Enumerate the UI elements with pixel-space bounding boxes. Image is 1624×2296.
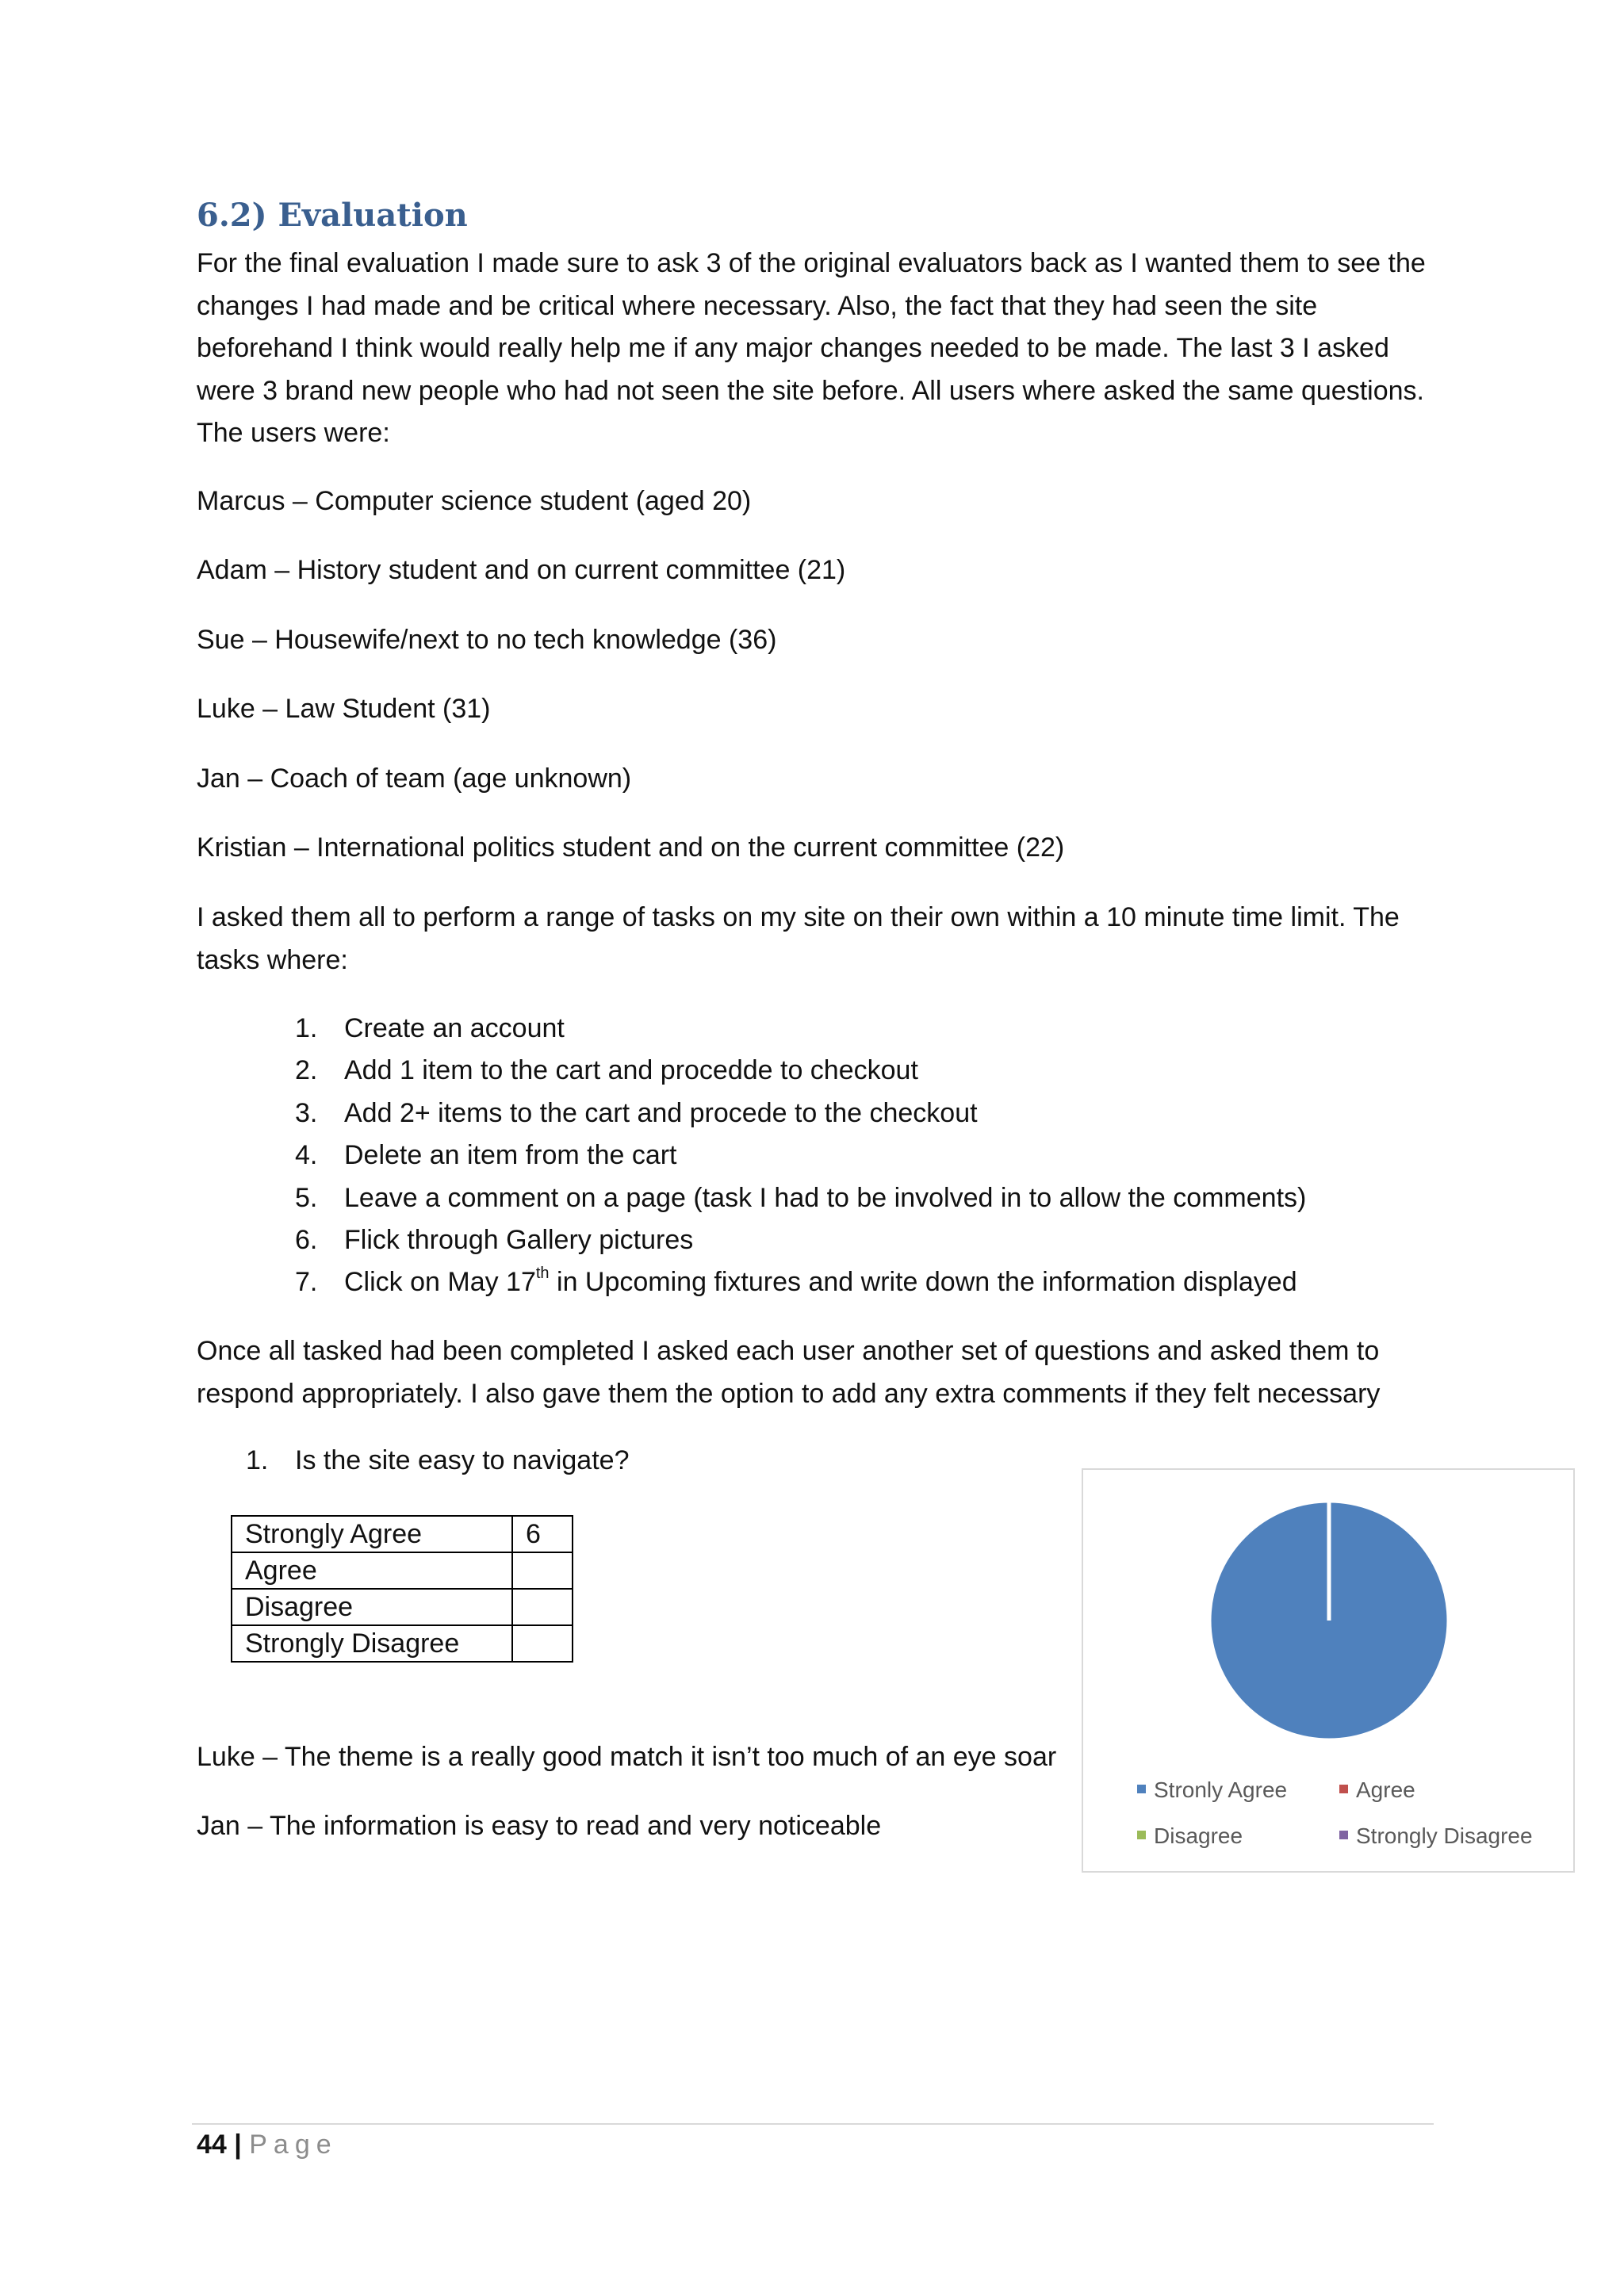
task-text-after: in Upcoming fixtures and write down the information displayed [549,1267,1297,1297]
legend-item [1339,1823,1533,1849]
task-item [295,1225,693,1256]
pie-chart-plot [1083,1470,1573,1755]
question-text: Is the site easy to navigate? [295,1445,630,1475]
legend-label: Agree [1356,1777,1415,1802]
comment-luke: Luke – The theme is a really good match it isn’t too much of an eye soar [197,1742,1057,1772]
task-text: Add 2+ items to the cart and procede to the checkout [344,1098,978,1128]
table-row [232,1589,573,1625]
task-text: Flick through Gallery pictures [344,1225,694,1255]
footer-separator: | [234,2130,242,2160]
legend-item [1137,1823,1243,1849]
questions-intro: Once all tasked had been completed I asked each user another set of questions and asked them to respond appropriately. I also gave them the option to add any extra comments if they felt necessary [197,1336,1381,1409]
task-text: Create an account [344,1013,565,1043]
question-item [246,1445,629,1476]
page-number: 44 [197,2130,227,2160]
response-count [512,1552,573,1589]
task-item [295,1140,677,1171]
footer-divider [192,2123,1434,2125]
table-row [232,1552,573,1589]
response-count: 6 [512,1516,573,1552]
user-jan: Jan – Coach of team (age unknown) [197,763,632,794]
response-label: Strongly Disagree [232,1625,512,1662]
response-table [231,1515,573,1663]
task-superscript: th [535,1264,550,1282]
user-adam: Adam – History student and on current committee (21) [197,555,846,585]
response-label: Strongly Agree [232,1516,512,1552]
response-label: Disagree [232,1589,512,1625]
task-item [295,1098,978,1129]
legend-swatch [1137,1785,1146,1793]
task-text: Add 1 item to the cart and procedde to checkout [344,1055,918,1085]
legend-swatch [1137,1831,1146,1839]
task-number: 2. [295,1055,318,1085]
task-number: 3. [295,1098,318,1128]
response-count [512,1589,573,1625]
legend-item [1339,1777,1415,1803]
page-label: Page [249,2130,338,2160]
task-number: 1. [295,1013,318,1043]
legend-swatch [1339,1831,1348,1839]
legend-label: Stronly Agree [1154,1777,1288,1802]
table-row [232,1516,573,1552]
task-text: Delete an item from the cart [344,1140,677,1170]
legend-swatch [1339,1785,1348,1793]
task-item [295,1183,1306,1214]
legend-label: Disagree [1154,1823,1243,1848]
table-row [232,1625,573,1662]
section-heading: 6.2) Evaluation [197,197,468,234]
task-item [295,1013,565,1044]
user-kristian: Kristian – International politics student and on the current committee (22) [197,832,1065,863]
legend-item [1137,1777,1287,1803]
pie-chart [1082,1468,1575,1873]
user-luke: Luke – Law Student (31) [197,694,491,724]
question-number: 1. [246,1445,269,1475]
task-text: Leave a comment on a page (task I had to be involved in to allow the comments) [344,1183,1307,1213]
response-label: Agree [232,1552,512,1589]
comment-jan: Jan – The information is easy to read and very noticeable [197,1811,882,1841]
task-number: 6. [295,1225,318,1255]
response-count [512,1625,573,1662]
page-footer [197,2130,338,2160]
task-text: Click on May 17 [344,1267,536,1297]
task-item [295,1055,918,1086]
tasks-intro: I asked them all to perform a range of tasks on my site on their own within a 10 minute time limit. The tasks where: [197,902,1400,975]
legend-label: Strongly Disagree [1356,1823,1533,1848]
intro-paragraph: For the final evaluation I made sure to ask 3 of the original evaluators back as I wanted them to see the changes I had made and be critical where necessary. Also, the fact that they had seen the site beforehand I think would really help me if any major changes needed to be made. The last 3 I asked were 3 brand new people who had not seen the site before. All users where asked the same questions. The users were: [197,248,1426,448]
task-number: 4. [295,1140,318,1170]
user-sue: Sue – Housewife/next to no tech knowledge (36) [197,625,777,655]
user-marcus: Marcus – Computer science student (aged 20) [197,486,752,516]
task-number: 7. [295,1267,318,1297]
task-number: 5. [295,1183,318,1213]
task-item [295,1264,1297,1298]
